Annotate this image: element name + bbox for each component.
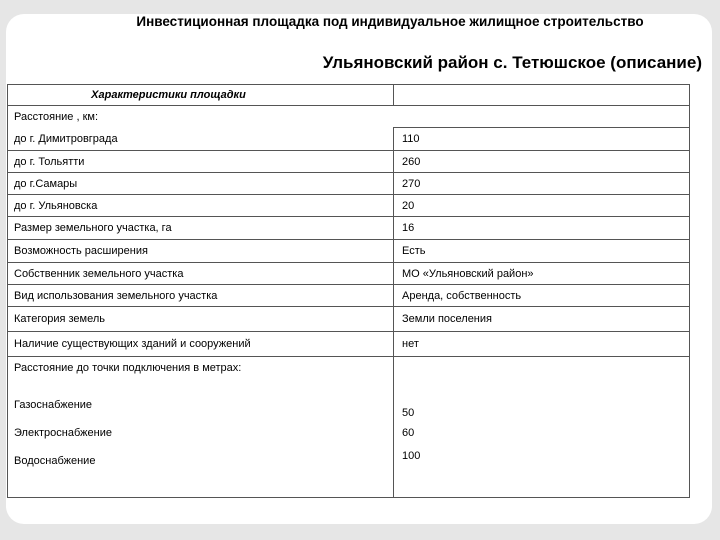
row-value: Земли поселения <box>394 307 690 332</box>
column-header-value <box>394 85 690 106</box>
utilities-labels-cell <box>8 357 394 498</box>
row-value: 16 <box>394 217 690 240</box>
utilities-row <box>8 357 690 498</box>
table-header-row <box>8 85 690 106</box>
table-row <box>8 217 690 240</box>
utility-value-water: 100 <box>402 450 421 462</box>
utility-label-electricity: Электроснабжение <box>14 427 112 439</box>
row-value: Аренда, собственность <box>394 285 690 307</box>
table-row <box>8 151 690 173</box>
characteristics-table <box>7 84 690 498</box>
table-row <box>8 263 690 285</box>
table-row <box>8 195 690 217</box>
row-label: до г. Димитровграда <box>8 128 394 151</box>
utility-value-gas: 50 <box>402 407 415 419</box>
utility-label-gas: Газоснабжение <box>14 399 93 411</box>
page-subtitle: Ульяновский район с. Тетюшское (описание) <box>322 53 702 72</box>
table-row <box>8 128 690 151</box>
utility-label-water: Водоснабжение <box>14 455 96 467</box>
row-value: МО «Ульяновский район» <box>394 263 690 285</box>
row-label: Собственник земельного участка <box>8 263 394 285</box>
row-label: Возможность расширения <box>8 240 394 263</box>
table-row <box>8 307 690 332</box>
distance-label: Расстояние , км: <box>8 106 690 128</box>
row-label: Наличие существующих зданий и сооружений <box>8 332 394 357</box>
row-value: нет <box>394 332 690 357</box>
row-label: до г.Самары <box>8 173 394 195</box>
connection-label: Расстояние до точки подключения в метрах: <box>14 362 242 374</box>
table-row <box>8 240 690 263</box>
row-label: Категория земель <box>8 307 394 332</box>
table-row <box>8 285 690 307</box>
row-value: Есть <box>394 240 690 263</box>
table-row <box>8 106 690 128</box>
row-value: 20 <box>394 195 690 217</box>
page-title: Инвестиционная площадка под индивидуальное жилищное строительство <box>136 14 644 29</box>
utilities-values-cell <box>394 357 690 498</box>
row-label: Размер земельного участка, га <box>8 217 394 240</box>
row-value: 260 <box>394 151 690 173</box>
utility-value-electricity: 60 <box>402 427 415 439</box>
row-value: 110 <box>394 128 690 151</box>
column-header-characteristics: Характеристики площадки <box>8 85 394 106</box>
table-row <box>8 332 690 357</box>
table-row <box>8 173 690 195</box>
row-label: до г. Ульяновска <box>8 195 394 217</box>
row-label: Вид использования земельного участка <box>8 285 394 307</box>
row-label: до г. Тольятти <box>8 151 394 173</box>
row-value: 270 <box>394 173 690 195</box>
